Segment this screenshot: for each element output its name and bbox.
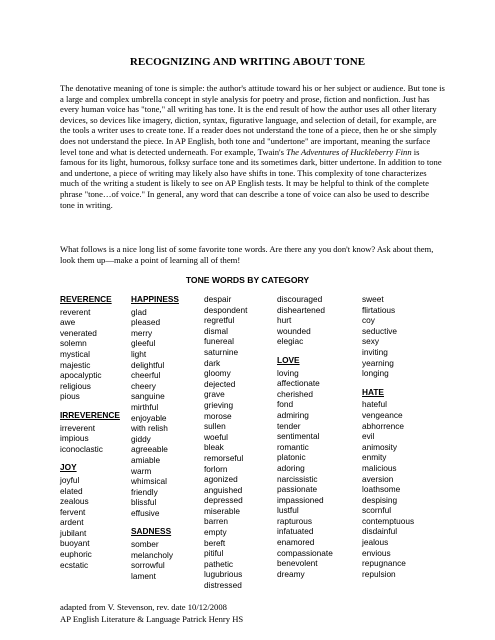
tone-word: zealous [60, 496, 89, 507]
tone-word: repugnance [362, 558, 406, 569]
footer [60, 601, 243, 625]
tone-word: sexy [362, 336, 380, 347]
tone-word: hurt [277, 315, 292, 326]
tone-word: with relish [131, 423, 168, 434]
intro-text-part2: is famous for its light, humorous, folksy surface tone and its sometimes dark, bitter undertone. In addition to tone and undertone, a piece of writing may likely also have shifts in tone. This complexity of tone characterizes much of the writing a student is likely to see on AP English tests. It may be helpful to think of the complete phrase "tone…of voice." In general, any word that can describe a tone of voice can also be used to describe tone in writing. [60, 146, 442, 210]
category-heading: HAPPINESS [131, 294, 179, 304]
tone-word: malicious [362, 462, 397, 473]
tone-word: affectionate [277, 378, 320, 389]
tone-word: loving [277, 367, 299, 378]
tone-word: blissful [131, 497, 157, 508]
tone-word: sullen [204, 421, 226, 432]
tone-word: delightful [131, 359, 165, 370]
tone-word: despondent [204, 304, 248, 315]
tone-word: dreamy [277, 568, 305, 579]
tone-word: warm [131, 465, 152, 476]
tone-word: agonized [204, 474, 238, 485]
tone-word: inviting [362, 346, 388, 357]
tone-word: adoring [277, 462, 305, 473]
word-column-5 [362, 294, 414, 579]
tone-word: benevolent [277, 558, 318, 569]
tone-word: vengeance [362, 409, 403, 420]
tone-word: regretful [204, 315, 235, 326]
tone-word: elated [60, 485, 83, 496]
page-title: RECOGNIZING AND WRITING ABOUT TONE [129, 56, 366, 68]
tone-word: glad [131, 306, 147, 317]
tone-word: wounded [277, 325, 311, 336]
tone-word: lament [131, 570, 156, 581]
category-heading: HATE [362, 386, 384, 397]
tone-word: buoyant [60, 538, 90, 549]
tone-word: amiable [131, 454, 161, 465]
tone-word: somber [131, 539, 159, 550]
tone-word: awe [60, 317, 76, 328]
category-heading: SADNESS [131, 526, 172, 537]
category-heading: JOY [60, 462, 77, 473]
tone-word: cheerful [131, 370, 161, 381]
word-column-3 [204, 294, 247, 591]
tone-word: mirthful [131, 401, 159, 412]
tone-word: sentimental [277, 431, 320, 442]
tone-word: ecstatic [60, 559, 89, 570]
tone-word: coy [362, 315, 375, 326]
tone-word: tender [277, 420, 301, 431]
tone-word: pleased [131, 317, 161, 328]
tone-word: light [131, 348, 147, 359]
tone-word: venerated [60, 327, 97, 338]
group-spacer [362, 379, 414, 387]
tone-word: barren [204, 516, 228, 527]
tone-word: animosity [362, 441, 398, 452]
tone-word: envious [362, 547, 391, 558]
tone-word: discouraged [277, 294, 323, 304]
word-column-2 [131, 294, 179, 581]
tone-word: empty [204, 527, 227, 538]
group-spacer [277, 347, 333, 355]
tone-word: grave [204, 389, 225, 400]
category-heading: LOVE [277, 354, 300, 365]
tone-word: elegiac [277, 336, 304, 347]
tone-word: despair [204, 294, 232, 304]
tone-word: gleeful [131, 338, 156, 349]
footer-credit: adapted from V. Stevenson, rev. date 10/12/2008 [60, 602, 227, 612]
word-column-1 [60, 294, 120, 570]
tone-word: narcissistic [277, 473, 318, 484]
tone-word: rapturous [277, 515, 313, 526]
intro-paragraph [60, 83, 445, 210]
tone-word: miserable [204, 505, 240, 516]
tone-word: yearning [362, 357, 394, 368]
tone-word: remorseful [204, 452, 244, 463]
tone-word: pathetic [204, 558, 234, 569]
tone-word: saturnine [204, 346, 239, 357]
tone-word: contemptuous [362, 515, 415, 526]
tone-word: cherished [277, 388, 313, 399]
tone-word: religious [60, 380, 91, 391]
tone-word: enmity [362, 452, 387, 463]
tone-word: disheartened [277, 304, 325, 315]
category-heading: IRREVERENCE [60, 409, 120, 420]
tone-word: effusive [131, 507, 160, 518]
tone-word: infatuated [277, 526, 314, 537]
tone-word: compassionate [277, 547, 333, 558]
tone-word: aversion [362, 473, 394, 484]
tone-word: seductive [362, 325, 398, 336]
tone-word: sorrowful [131, 560, 165, 571]
group-spacer [131, 518, 179, 526]
tone-word: forlorn [204, 463, 228, 474]
category-heading: REVERENCE [60, 294, 112, 304]
tone-word: fervent [60, 506, 86, 517]
tone-word: platonic [277, 452, 306, 463]
tone-word: solemn [60, 338, 87, 349]
tone-word: funereal [204, 336, 234, 347]
tone-word: evil [362, 431, 375, 442]
tone-word: hateful [362, 399, 387, 410]
tone-word: pious [60, 391, 80, 402]
tone-word: agreeable [131, 444, 168, 455]
tone-word: morose [204, 410, 232, 421]
section-subheading: TONE WORDS BY CATEGORY [185, 275, 310, 285]
tone-word: disdainful [362, 526, 398, 537]
tone-word: irreverent [60, 422, 96, 433]
tone-word: mystical [60, 348, 90, 359]
tone-word: euphoric [60, 549, 92, 560]
tone-word: gloomy [204, 368, 231, 379]
tone-word: abhorrence [362, 420, 404, 431]
tone-word: whimsical [131, 476, 167, 487]
tone-word: enamored [277, 537, 315, 548]
tone-word: joyful [60, 474, 80, 485]
intro-text-part1: The denotative meaning of tone is simple: the author's attitude toward his or her subject or audience. But tone is a large and complex umbrella concept in style analysis for poetry and prose, fiction and nonfiction. Just has every human voice has "tone," all writing has tone. It is the end result of how the author uses all other literary devices, so devices like imagery, diction, syntax, figurative language, and selection of detail, for example, are the tools a writer uses to create tone. If a reader does not understand the tone of a piece, then he or she simply does not understand the piece. In AP English, both tone and "undertone" are important, meaning the surface level tone and what is detected underneath. For example, Twain's [60, 83, 445, 157]
tone-word: lugubrious [204, 569, 243, 580]
tone-word: repulsion [362, 568, 396, 579]
tone-word: grieving [204, 399, 234, 410]
tone-word: anguished [204, 484, 243, 495]
tone-word: distressed [204, 580, 242, 591]
tone-word: dark [204, 357, 221, 368]
tone-word: impassioned [277, 494, 324, 505]
tone-word: dejected [204, 378, 236, 389]
tone-word: passionate [277, 484, 318, 495]
tone-word: reverent [60, 306, 91, 317]
tone-word: scornful [362, 505, 392, 516]
tone-word: apocalyptic [60, 370, 102, 381]
tone-word: jealous [362, 537, 389, 548]
tone-word: sweet [362, 294, 384, 304]
tone-word: woeful [204, 431, 228, 442]
group-spacer [60, 454, 120, 462]
footer-course: AP English Literature & Language Patrick Henry HS [60, 614, 244, 624]
tone-word: sanguine [131, 391, 165, 402]
tone-word: bleak [204, 442, 224, 453]
tone-word: impious [60, 433, 89, 444]
tone-word: friendly [131, 486, 158, 497]
tone-word: cheery [131, 380, 156, 391]
tone-word: ardent [60, 517, 84, 528]
tone-word: pitiful [204, 548, 224, 559]
tone-word: jubilant [60, 527, 87, 538]
tone-word: romantic [277, 441, 309, 452]
tone-word: depressed [204, 495, 243, 506]
tone-word: flirtatious [362, 304, 396, 315]
tone-word: despising [362, 494, 398, 505]
tone-word: fond [277, 399, 294, 410]
tone-word: merry [131, 327, 153, 338]
tone-word: majestic [60, 359, 91, 370]
tone-word: longing [362, 368, 389, 379]
book-title: The Adventures of Huckleberry Finn [286, 146, 412, 157]
tone-word: lustful [277, 505, 299, 516]
tone-word: admiring [277, 409, 309, 420]
tone-word: loathsome [362, 484, 401, 495]
tone-word: giddy [131, 433, 151, 444]
tone-word: iconoclastic [60, 443, 103, 454]
word-column-4 [277, 294, 333, 579]
tone-word: dismal [204, 325, 228, 336]
tone-word: melancholy [131, 549, 173, 560]
prompt-paragraph: What follows is a nice long list of some favorite tone words. Are there any you don't know? Ask about them, look them up—make a point of learning all of them! [60, 244, 434, 265]
tone-word: enjoyable [131, 412, 167, 423]
group-spacer [60, 402, 120, 410]
tone-word: bereft [204, 537, 226, 548]
